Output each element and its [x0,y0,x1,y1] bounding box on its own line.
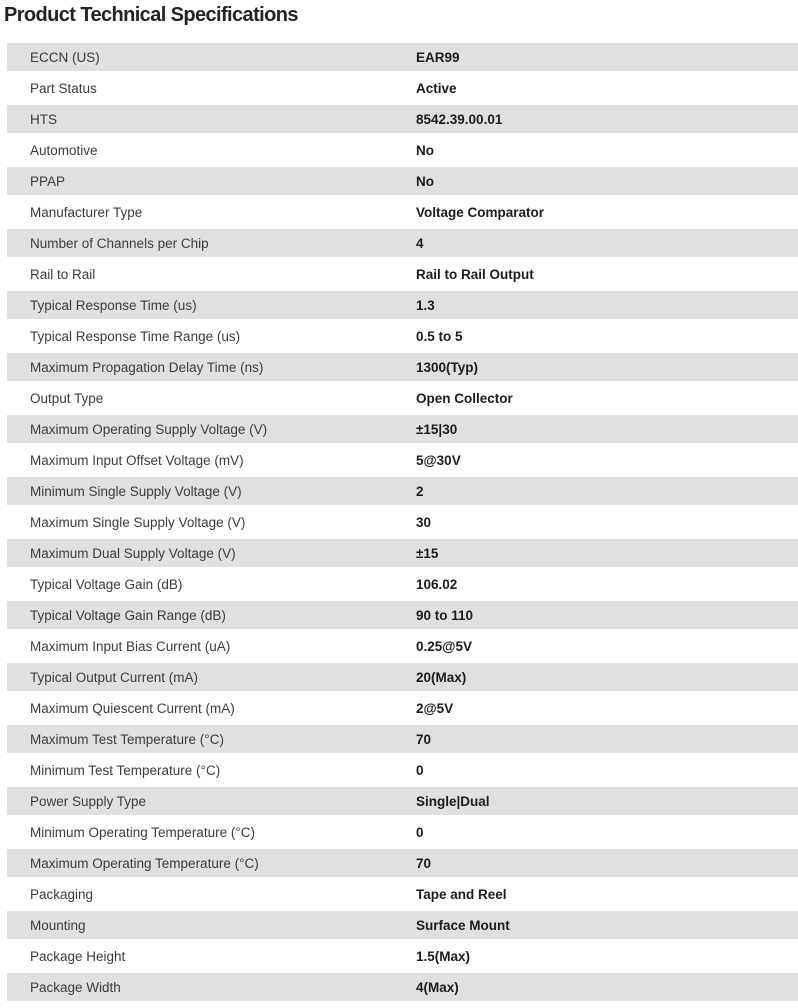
table-row [7,74,798,102]
table-row [7,570,798,598]
table-row [7,849,798,877]
spec-label: Maximum Input Offset Voltage (mV) [30,452,244,468]
spec-value: 30 [416,514,432,530]
spec-label: Manufacturer Type [30,204,143,220]
spec-value: 0.25@5V [416,638,472,654]
spec-label: Minimum Operating Temperature (°C) [30,824,255,840]
spec-value: Active [416,80,457,96]
spec-value: No [416,142,434,158]
table-row [7,973,798,1001]
spec-label: ECCN (US) [30,49,100,65]
spec-value: 2 [416,483,424,499]
spec-label: Package Width [30,979,121,995]
spec-value: 90 to 110 [416,607,474,623]
spec-label: Maximum Single Supply Voltage (V) [30,514,246,530]
spec-label: Number of Channels per Chip [30,235,209,251]
spec-value: 1.5(Max) [416,948,471,964]
spec-value: Single|Dual [416,793,490,809]
spec-value: No [416,173,434,189]
spec-value: 8542.39.00.01 [416,111,503,127]
table-row [7,477,798,505]
spec-label: Package Height [30,948,126,964]
spec-value: Tape and Reel [416,886,507,902]
spec-label: Mounting [30,917,86,933]
spec-value: ±15 [416,545,439,561]
table-row [7,508,798,536]
spec-label: Output Type [30,390,104,406]
table-row [7,787,798,815]
table-row [7,167,798,195]
spec-label: Power Supply Type [30,793,147,809]
spec-label: Typical Response Time Range (us) [30,328,241,344]
table-row [7,105,798,133]
spec-label: Minimum Single Supply Voltage (V) [30,483,242,499]
table-row [7,601,798,629]
table-row [7,384,798,412]
spec-value: Voltage Comparator [416,204,545,220]
spec-label: Maximum Test Temperature (°C) [30,731,224,747]
page-title: Product Technical Specifications [4,4,298,26]
table-row [7,260,798,288]
table-row [7,663,798,691]
spec-value: 2@5V [416,700,454,716]
table-row [7,694,798,722]
spec-value: Rail to Rail Output [416,266,534,282]
spec-table [0,43,798,1001]
spec-label: Maximum Operating Temperature (°C) [30,855,259,871]
spec-value: EAR99 [416,49,460,65]
spec-label: PPAP [30,173,66,189]
table-row [7,43,798,71]
table-row [7,942,798,970]
table-row [7,446,798,474]
table-row [7,198,798,226]
spec-value: 20(Max) [416,669,467,685]
spec-value: 70 [416,855,432,871]
table-row [7,632,798,660]
table-row [7,136,798,164]
spec-value: 1300(Typ) [416,359,479,375]
spec-label: Typical Voltage Gain Range (dB) [30,607,226,623]
spec-value: 4 [416,235,424,251]
table-row [7,756,798,784]
spec-value: Surface Mount [416,917,510,933]
table-row [7,229,798,257]
spec-value: 1.3 [416,297,435,313]
table-row [7,415,798,443]
table-row [7,818,798,846]
table-row [7,291,798,319]
table-row [7,322,798,350]
spec-value: ±15|30 [416,421,458,437]
spec-label: Typical Response Time (us) [30,297,197,313]
spec-value: 4(Max) [416,979,459,995]
spec-value: 0.5 to 5 [416,328,463,344]
table-row [7,539,798,567]
table-row [7,911,798,939]
spec-label: Part Status [30,80,97,96]
spec-value: 5@30V [416,452,461,468]
spec-label: Maximum Propagation Delay Time (ns) [30,359,264,375]
spec-label: Typical Voltage Gain (dB) [30,576,183,592]
spec-label: Rail to Rail [30,266,96,282]
table-row [7,725,798,753]
spec-label: Maximum Input Bias Current (uA) [30,638,231,654]
spec-value: Open Collector [416,390,513,406]
spec-label: Automotive [30,142,98,158]
spec-value: 70 [416,731,432,747]
table-row [7,353,798,381]
spec-label: Packaging [30,886,94,902]
spec-label: Maximum Operating Supply Voltage (V) [30,421,268,437]
spec-value: 0 [416,824,424,840]
table-row [7,880,798,908]
spec-value: 0 [416,762,424,778]
spec-label: Maximum Quiescent Current (mA) [30,700,235,716]
spec-label: Typical Output Current (mA) [30,669,199,685]
spec-label: HTS [30,111,57,127]
spec-label: Maximum Dual Supply Voltage (V) [30,545,236,561]
spec-value: 106.02 [416,576,458,592]
spec-label: Minimum Test Temperature (°C) [30,762,221,778]
